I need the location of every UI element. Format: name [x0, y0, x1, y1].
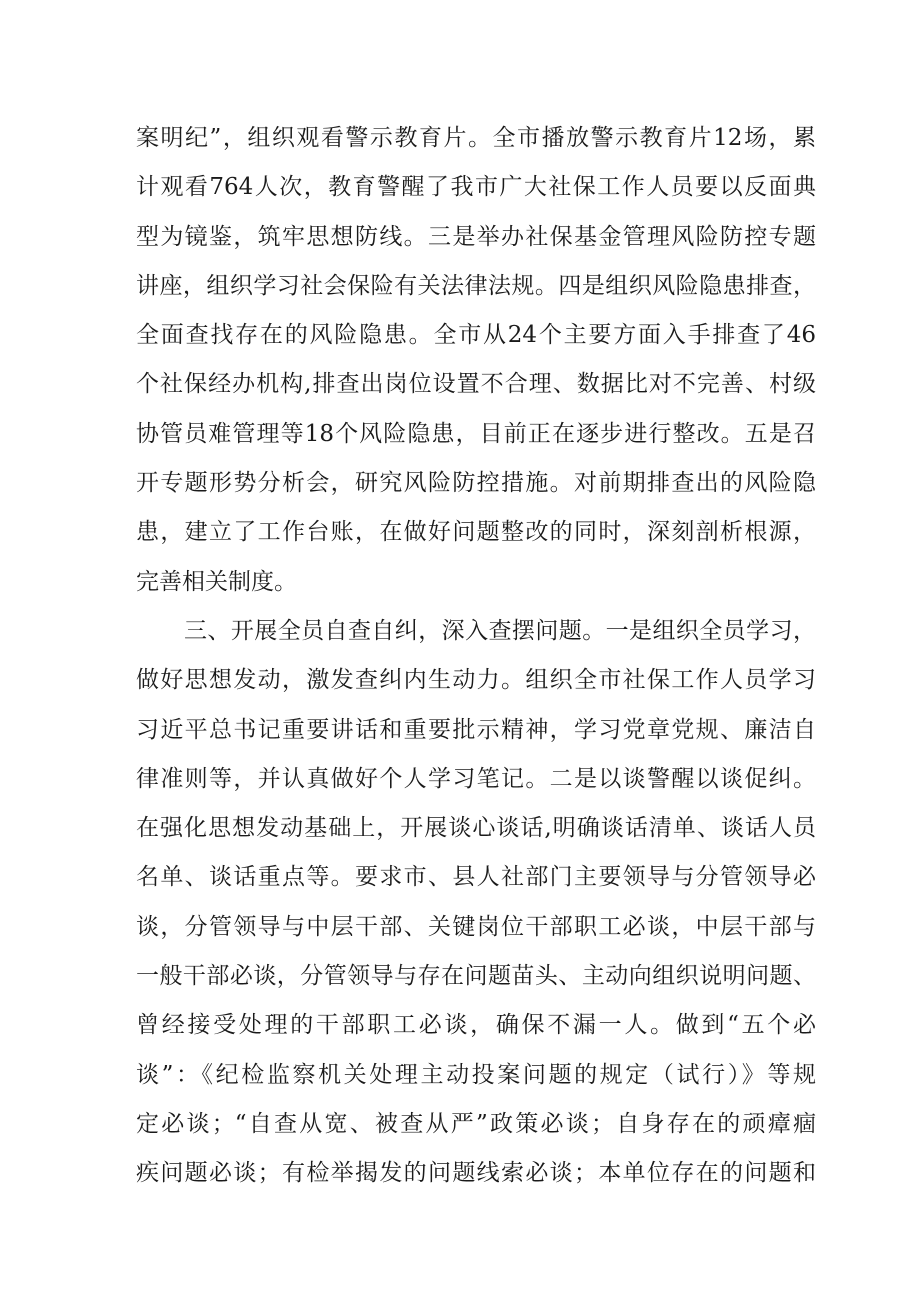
text-line: 型为镜鉴，筑牢思想防线。三是举办社保基金管理风险防控专题 — [136, 223, 816, 250]
text-line: 个社保经办机构,排查出岗位设置不合理、数据比对不完善、村级 — [136, 371, 816, 398]
text-line: 在强化思想发动基础上，开展谈心谈话,明确谈话清单、谈话人员 — [136, 815, 816, 842]
text-line: 曾经接受处理的干部职工必谈，确保不漏一人。做到“五个必 — [136, 1012, 816, 1039]
text-line: 做好思想发动，激发查纠内生动力。组织全市社保工作人员学习 — [136, 667, 816, 694]
text-line: 全面查找存在的风险隐患。全市从24个主要方面入手排查了46 — [136, 322, 816, 349]
text-line: 计观看764人次，教育警醒了我市广大社保工作人员要以反面典 — [136, 174, 816, 201]
text-line: 协管员难管理等18个风险隐患，目前正在逐步进行整改。五是召 — [136, 420, 816, 447]
text-line: 讲座，组织学习社会保险有关法律法规。四是组织风险隐患排查， — [136, 272, 816, 299]
text-line: 名单、谈话重点等。要求市、县人社部门主要领导与分管领导必 — [136, 864, 816, 891]
text-line: 谈”：《纪检监察机关处理主动投案问题的规定（试行）》等规 — [136, 1061, 816, 1088]
text-line: 疾问题必谈；有检举揭发的问题线索必谈；本单位存在的问题和 — [136, 1160, 816, 1187]
text-line: 定必谈；“自查从宽、被查从严”政策必谈；自身存在的顽瘴痼 — [136, 1110, 816, 1137]
text-line: 患，建立了工作台账，在做好问题整改的同时，深刻剖析根源， — [136, 519, 816, 546]
document-body — [136, 114, 816, 1199]
text-line: 谈，分管领导与中层干部、关键岗位干部职工必谈，中层干部与 — [136, 913, 816, 940]
text-line: 开专题形势分析会，研究风险防控措施。对前期排查出的风险隐 — [136, 470, 816, 497]
text-line: 案明纪”，组织观看警示教育片。全市播放警示教育片12场，累 — [136, 125, 816, 151]
paragraph-end-line: 完善相关制度。 — [136, 568, 297, 595]
section-heading-line: 三、开展全员自查自纠，深入查摆问题。一是组织全员学习， — [184, 617, 816, 644]
text-line: 习近平总书记重要讲话和重要批示精神，学习党章党规、廉洁自 — [136, 716, 816, 743]
text-line: 一般干部必谈，分管领导与存在问题苗头、主动向组织说明问题、 — [136, 963, 816, 990]
text-line: 律准则等，并认真做好个人学习笔记。二是以谈警醒以谈促纠。 — [136, 765, 816, 792]
